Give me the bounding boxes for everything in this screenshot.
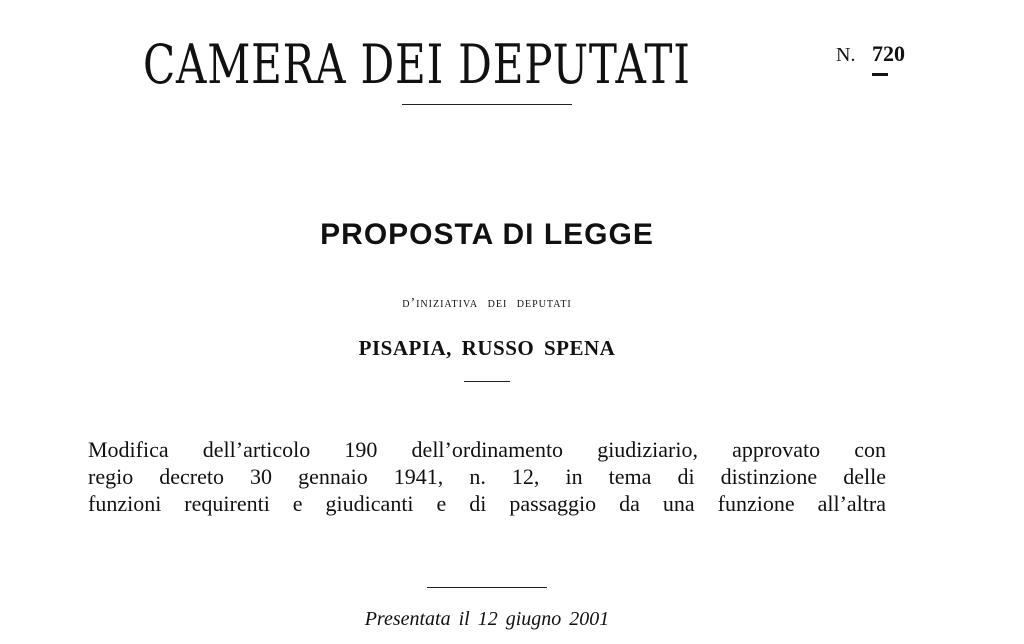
bill-subject [88,436,886,517]
document-number-label: N. [836,44,856,66]
subject-line: funzioni requirenti e giudicanti e di passaggio da una funzione all’altra [88,491,886,516]
document-type-heading: PROPOSTA DI LEGGE [320,218,654,251]
authors-divider [464,381,510,382]
document-number: 720 [872,41,905,66]
presentation-date: Presentata il 12 giugno 2001 [364,608,610,630]
presentation-divider [427,587,547,588]
authors: PISAPIA, RUSSO SPENA [358,336,616,360]
title-divider [402,104,572,105]
initiative-line: d’iniziativa dei deputati [402,296,572,311]
subject-line: regio decreto 30 gennaio 1941, n. 12, in tema di distinzione delle [88,464,886,489]
subject-line: Modifica dell’articolo 190 dell’ordinamento giudiziario, approvato con [88,437,886,462]
chamber-title: CAMERA DEI DEPUTATI [143,33,691,96]
document-number-underline [872,73,888,76]
